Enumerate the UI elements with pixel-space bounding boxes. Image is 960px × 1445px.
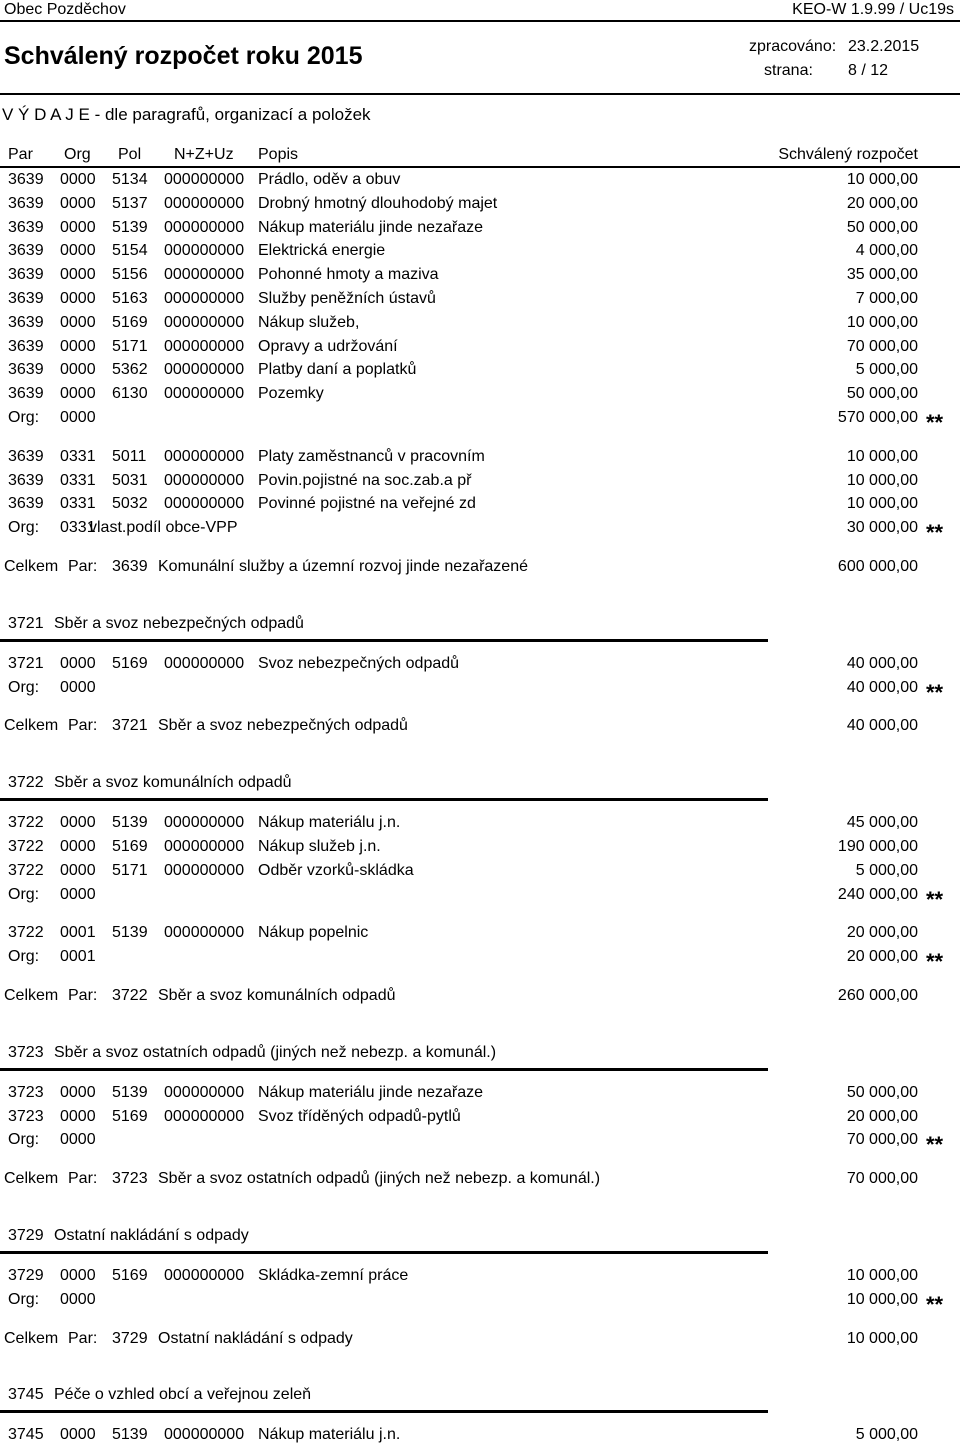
section-total-amount: 70 000,00 <box>846 1170 918 1188</box>
table-row-pol: 5169 <box>112 654 148 672</box>
section-total-par-label: Par: <box>68 987 98 1004</box>
section-total-label: Celkem <box>4 558 59 575</box>
org-subtotal-amount: 70 000,00 <box>846 1131 918 1149</box>
section-total-label: Celkem <box>4 1170 59 1188</box>
table-row-amount: 50 000,00 <box>846 1083 918 1101</box>
table-row-par: 3745 <box>8 1426 44 1444</box>
table-row-nzu: 000000000 <box>164 171 245 188</box>
page-label: strana: <box>764 62 813 79</box>
section-total-par-label: Par: <box>68 717 98 735</box>
table-row-amount: 10 000,00 <box>846 495 918 513</box>
page-number: 8 / 12 <box>848 62 889 79</box>
org-subtotal-stars: ** <box>926 949 944 975</box>
table-row-popis: Odběr vzorků-skládka <box>258 861 414 879</box>
table-row-popis: Elektrická energie <box>258 242 386 260</box>
table-row-par: 3639 <box>8 218 44 236</box>
table-row-pol: 5154 <box>112 242 148 260</box>
section-total-par: 3729 <box>112 1329 148 1347</box>
table-row-popis: Platy zaměstnanců v pracovním <box>258 447 485 465</box>
section-total-name: Sběr a svoz ostatních odpadů (jiných než nebezp. a komunál.) <box>158 1170 601 1188</box>
table-row-amount: 50 000,00 <box>846 385 918 403</box>
table-row-par: 3723 <box>8 1083 44 1101</box>
table-row-amount: 70 000,00 <box>846 337 918 355</box>
table-row-amount: 20 000,00 <box>846 1107 918 1125</box>
table-row-pol: 5031 <box>112 471 148 489</box>
table-row-popis: Opravy a udržování <box>258 337 398 355</box>
section-total-name: Sběr a svoz nebezpečných odpadů <box>158 717 408 735</box>
table-row-pol: 5137 <box>112 194 148 212</box>
section-total-par: 3721 <box>112 717 148 735</box>
table-row-nzu: 000000000 <box>164 861 245 879</box>
table-row-popis: Drobný hmotný dlouhodobý majet <box>258 194 498 212</box>
table-row-org: 0000 <box>60 654 96 672</box>
org-subtotal-label: Org: <box>8 1131 40 1149</box>
org-subtotal-amount: 10 000,00 <box>846 1290 918 1308</box>
section-total-label: Celkem <box>4 717 59 735</box>
table-row-nzu: 000000000 <box>164 814 245 832</box>
table-row-org: 0001 <box>60 924 96 942</box>
table-row-org: 0000 <box>60 1267 96 1284</box>
section-total-name: Sběr a svoz komunálních odpadů <box>158 987 396 1004</box>
table-row-amount: 20 000,00 <box>846 194 918 212</box>
table-row-par: 3723 <box>8 1107 44 1125</box>
table-row-popis: Povin.pojistné na soc.zab.a př <box>258 471 472 489</box>
section-total-amount: 10 000,00 <box>846 1329 918 1347</box>
table-row-org: 0000 <box>60 218 96 236</box>
table-row-nzu: 000000000 <box>164 242 245 260</box>
table-row-nzu: 000000000 <box>164 313 245 331</box>
table-row-par: 3729 <box>8 1267 44 1284</box>
table-row-popis: Povinné pojistné na veřejné zd <box>258 495 476 513</box>
col-header-par: Par <box>8 146 33 163</box>
table-row-org: 0000 <box>60 838 96 855</box>
table-row-par: 3722 <box>8 924 44 942</box>
table-row-pol: 5362 <box>112 361 148 379</box>
table-row-popis: Platby daní a poplatků <box>258 361 417 379</box>
table-row-popis: Nákup popelnic <box>258 924 369 942</box>
org-subtotal-stars: ** <box>926 520 944 546</box>
table-row-popis: Prádlo, oděv a obuv <box>258 171 401 188</box>
section-total-amount: 40 000,00 <box>846 717 918 735</box>
org-subtotal-amount: 30 000,00 <box>846 519 918 537</box>
table-row-par: 3639 <box>8 337 44 355</box>
table-row-popis: Pozemky <box>258 385 324 403</box>
section-heading-name: Sběr a svoz ostatních odpadů (jiných než nebezp. a komunál.) <box>54 1043 497 1061</box>
table-row-amount: 190 000,00 <box>837 838 918 855</box>
org-subtotal-code: 0000 <box>60 409 96 426</box>
table-row-nzu: 000000000 <box>164 1426 245 1444</box>
table-row-par: 3639 <box>8 171 44 188</box>
table-row-par: 3639 <box>8 495 44 513</box>
section-heading-underline <box>0 1068 768 1071</box>
org-subtotal-label: Org: <box>8 519 40 537</box>
table-row-amount: 40 000,00 <box>846 654 918 672</box>
section-heading-par: 3729 <box>8 1227 44 1244</box>
columns-divider <box>0 166 960 168</box>
table-row-org: 0000 <box>60 1426 96 1444</box>
col-header-org: Org <box>64 146 91 163</box>
table-row-par: 3639 <box>8 194 44 212</box>
section-total-par-label: Par: <box>68 558 98 575</box>
section-total-par: 3639 <box>112 558 148 575</box>
org-subtotal-amount: 40 000,00 <box>846 678 918 696</box>
table-row-amount: 5 000,00 <box>855 861 918 879</box>
table-row-nzu: 000000000 <box>164 385 245 403</box>
org-subtotal-amount: 240 000,00 <box>837 885 918 903</box>
table-row-par: 3722 <box>8 861 44 879</box>
section-total-par-label: Par: <box>68 1329 98 1347</box>
section-heading-par: 3723 <box>8 1043 44 1061</box>
section-heading-name: Sběr a svoz nebezpečných odpadů <box>54 614 304 632</box>
table-row-org: 0000 <box>60 361 96 379</box>
table-row-org: 0000 <box>60 337 96 355</box>
table-row-par: 3639 <box>8 290 44 307</box>
table-row-popis: Svoz tříděných odpadů-pytlů <box>258 1107 461 1125</box>
report-subtitle: V Ý D A J E - dle paragrafů, organizací a položek <box>2 105 371 124</box>
section-heading-name: Sběr a svoz komunálních odpadů <box>54 774 292 792</box>
table-row-popis: Nákup materiálu j.n. <box>258 1426 401 1444</box>
title-divider <box>0 93 960 95</box>
table-row-pol: 5163 <box>112 290 148 307</box>
org-subtotal-code: 0000 <box>60 1131 96 1149</box>
table-row-par: 3722 <box>8 838 44 855</box>
table-row-pol: 5171 <box>112 861 148 879</box>
table-row-pol: 5032 <box>112 495 148 513</box>
table-row-pol: 5139 <box>112 218 148 236</box>
org-subtotal-code: 0331 <box>60 519 96 537</box>
page-title: Schválený rozpočet roku 2015 <box>4 42 363 70</box>
table-row-pol: 5139 <box>112 814 148 832</box>
table-row-nzu: 000000000 <box>164 1267 245 1284</box>
table-row-nzu: 000000000 <box>164 654 245 672</box>
table-row-nzu: 000000000 <box>164 838 245 855</box>
table-row-nzu: 000000000 <box>164 924 245 942</box>
table-row-pol: 5169 <box>112 313 148 331</box>
section-heading-underline <box>0 639 768 642</box>
org-subtotal-code: 0001 <box>60 948 96 966</box>
table-row-popis: Svoz nebezpečných odpadů <box>258 654 460 672</box>
org-subtotal-stars: ** <box>926 679 944 705</box>
table-row-par: 3721 <box>8 654 44 672</box>
table-row-par: 3639 <box>8 471 44 489</box>
table-row-pol: 5169 <box>112 838 148 855</box>
table-row-pol: 5169 <box>112 1107 148 1125</box>
table-row-amount: 4 000,00 <box>855 242 918 260</box>
section-total-amount: 600 000,00 <box>837 558 918 575</box>
table-row-nzu: 000000000 <box>164 361 245 379</box>
table-row-amount: 10 000,00 <box>846 313 918 331</box>
table-row-pol: 6130 <box>112 385 148 403</box>
org-subtotal-label: Org: <box>8 1290 40 1308</box>
table-row-amount: 5 000,00 <box>855 1426 918 1444</box>
org-subtotal-amount: 20 000,00 <box>846 948 918 966</box>
table-row-nzu: 000000000 <box>164 471 245 489</box>
top-divider <box>0 20 960 22</box>
section-heading-name: Péče o vzhled obcí a veřejnou zeleň <box>54 1386 312 1404</box>
org-subtotal-stars: ** <box>926 410 944 435</box>
system-version: KEO-W 1.9.99 / Uc19s <box>792 1 954 18</box>
table-row-org: 0000 <box>60 313 96 331</box>
section-total-name: Komunální služby a územní rozvoj jinde nezařazené <box>158 558 528 575</box>
table-row-pol: 5139 <box>112 924 148 942</box>
section-heading-name: Ostatní nakládání s odpady <box>54 1227 249 1244</box>
section-heading-par: 3722 <box>8 774 44 792</box>
table-row-amount: 10 000,00 <box>846 171 918 188</box>
section-total-label: Celkem <box>4 1329 59 1347</box>
section-total-label: Celkem <box>4 987 59 1004</box>
table-row-org: 0000 <box>60 385 96 403</box>
table-row-amount: 7 000,00 <box>855 290 918 307</box>
table-row-popis: Nákup materiálu jinde nezařaze <box>258 1083 484 1101</box>
table-row-par: 3639 <box>8 266 44 284</box>
table-row-org: 0000 <box>60 1107 96 1125</box>
table-row-org: 0331 <box>60 447 96 465</box>
col-header-popis: Popis <box>258 146 299 163</box>
col-header-amount: Schválený rozpočet <box>778 146 918 163</box>
table-row-par: 3722 <box>8 814 44 832</box>
table-row-org: 0000 <box>60 814 96 832</box>
table-row-pol: 5169 <box>112 1267 148 1284</box>
table-row-popis: Nákup služeb, <box>258 313 360 331</box>
table-row-nzu: 000000000 <box>164 290 245 307</box>
col-header-nzu: N+Z+Uz <box>174 146 234 163</box>
table-row-par: 3639 <box>8 313 44 331</box>
table-row-org: 0000 <box>60 1083 96 1101</box>
org-subtotal-name: vlast.podíl obce-VPP <box>89 519 238 537</box>
table-row-org: 0000 <box>60 290 96 307</box>
table-row-nzu: 000000000 <box>164 194 245 212</box>
org-subtotal-label: Org: <box>8 948 40 966</box>
table-row-popis: Nákup materiálu j.n. <box>258 814 401 832</box>
table-row-pol: 5139 <box>112 1083 148 1101</box>
municipality-name: Obec Pozděchov <box>4 1 126 18</box>
table-row-nzu: 000000000 <box>164 447 245 465</box>
table-row-pol: 5134 <box>112 171 148 188</box>
section-total-par-label: Par: <box>68 1170 98 1188</box>
table-row-nzu: 000000000 <box>164 495 245 513</box>
table-row-amount: 50 000,00 <box>846 218 918 236</box>
section-total-amount: 260 000,00 <box>837 987 918 1004</box>
table-row-pol: 5011 <box>112 447 147 465</box>
table-row-org: 0000 <box>60 861 96 879</box>
section-total-name: Ostatní nakládání s odpady <box>158 1329 353 1347</box>
section-heading-underline <box>0 798 768 801</box>
table-row-popis: Nákup služeb j.n. <box>258 838 381 855</box>
table-row-par: 3639 <box>8 447 44 465</box>
table-row-org: 0000 <box>60 194 96 212</box>
table-row-nzu: 000000000 <box>164 1107 245 1125</box>
table-row-pol: 5156 <box>112 266 148 284</box>
org-subtotal-stars: ** <box>926 886 944 912</box>
org-subtotal-amount: 570 000,00 <box>837 409 918 426</box>
table-row-amount: 10 000,00 <box>846 471 918 489</box>
table-row-popis: Pohonné hmoty a maziva <box>258 266 439 284</box>
org-subtotal-stars: ** <box>926 1132 944 1158</box>
section-heading-underline <box>0 1251 768 1254</box>
table-row-amount: 5 000,00 <box>855 361 918 379</box>
table-row-par: 3639 <box>8 361 44 379</box>
section-total-par: 3723 <box>112 1170 148 1188</box>
table-row-amount: 35 000,00 <box>846 266 918 284</box>
table-row-nzu: 000000000 <box>164 218 245 236</box>
table-row-popis: Služby peněžních ústavů <box>258 290 436 307</box>
org-subtotal-label: Org: <box>8 885 40 903</box>
section-total-par: 3722 <box>112 987 148 1004</box>
org-subtotal-code: 0000 <box>60 885 96 903</box>
table-row-pol: 5139 <box>112 1426 148 1444</box>
org-subtotal-code: 0000 <box>60 678 96 696</box>
table-row-pol: 5171 <box>112 337 148 355</box>
table-row-popis: Nákup materiálu jinde nezařaze <box>258 218 484 236</box>
table-row-amount: 20 000,00 <box>846 924 918 942</box>
org-subtotal-code: 0000 <box>60 1290 96 1308</box>
section-heading-underline <box>0 1410 768 1413</box>
org-subtotal-label: Org: <box>8 409 40 426</box>
section-heading-par: 3745 <box>8 1386 44 1404</box>
org-subtotal-stars: ** <box>926 1291 944 1317</box>
table-row-par: 3639 <box>8 242 44 260</box>
table-row-popis: Skládka-zemní práce <box>258 1267 409 1284</box>
section-heading-par: 3721 <box>8 614 44 632</box>
table-row-org: 0331 <box>60 471 96 489</box>
table-row-amount: 10 000,00 <box>846 1267 918 1284</box>
table-row-amount: 10 000,00 <box>846 447 918 465</box>
org-subtotal-label: Org: <box>8 678 40 696</box>
col-header-pol: Pol <box>118 146 142 163</box>
table-row-org: 0000 <box>60 171 96 188</box>
table-row-par: 3639 <box>8 385 44 403</box>
processed-date: 23.2.2015 <box>848 38 920 55</box>
table-row-nzu: 000000000 <box>164 1083 245 1101</box>
table-row-org: 0000 <box>60 242 96 260</box>
table-row-nzu: 000000000 <box>164 266 245 284</box>
table-row-nzu: 000000000 <box>164 337 245 355</box>
table-row-org: 0331 <box>60 495 96 513</box>
processed-label: zpracováno: <box>749 38 837 55</box>
table-row-amount: 45 000,00 <box>846 814 918 832</box>
table-row-org: 0000 <box>60 266 96 284</box>
